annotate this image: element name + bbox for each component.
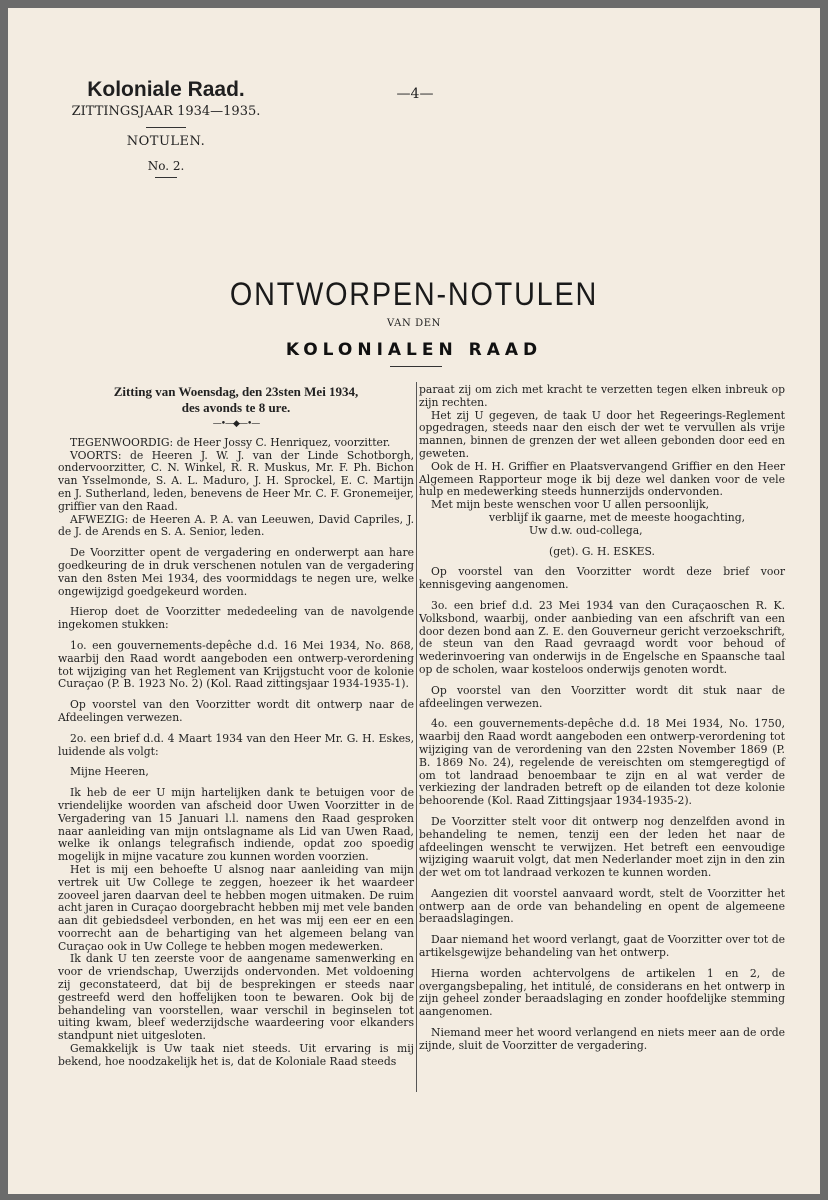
paragraph: Daar niemand het woord verlangt, gaat de Voorzitter over tot de artikelsgewijze behandeling van het ontwerp. <box>419 933 785 960</box>
issue-number: No. 2. <box>147 159 185 173</box>
page-title: ONTWORPEN-NOTULEN <box>229 276 599 312</box>
paragraph: Op voorstel van den Voorzitter wordt dit ontwerp naar de Afdeelingen verwezen. <box>58 698 414 724</box>
paragraph: Het zij U gegeven, de taak U door het Regeerings-Reglement opgedragen, steeds naar den eisch der wet te vervullen als vrije mannen, binnen de grenzen der wet alleen gebonden door eed en geweten. <box>419 408 785 460</box>
paragraph: Op voorstel van den Voorzitter wordt dit stuk naar de afdeelingen verwezen. <box>419 683 785 710</box>
closing-line: verblijf ik gaarne, met de meeste hoogachting, <box>489 510 746 524</box>
signature: (get). G. H. ESKES. <box>549 544 655 558</box>
session-heading <box>58 384 414 416</box>
paragraph: Ook de H. H. Griffier en Plaatsvervangend Griffier en den Heer Algemeen Rapporteur moge ik bij deze wel danken voor de vele hulp en medewerking steeds hunnerzijds ondervonden. <box>419 459 785 499</box>
paragraph: Aangezien dit voorstel aanvaard wordt, stelt de Voorzitter het ontwerp aan de orde van behandeling en opent de algemeene beraadslagingen. <box>419 886 785 926</box>
paragraph: VOORTS: de Heeren J. W. J. van der Linde Schotborgh, ondervoorzitter, C. N. Winkel, R. R. Muskus, Mr. F. Ph. Bichon van Ysselmonde, S. A. L. Maduro, J. H. Sprockel, E. C. Martijn en J. Sutherland, leden, benevens de Heer Mr. C. F. Gronemeijer, griffier van den Raad. <box>58 448 414 513</box>
paragraph: Ik dank U ten zeerste voor de aangename samenwerking en voor de vriendschap, Uwerzijds ondervonden. Met voldoening zij geconstateerd, dat bij de besprekingen er steeds naar gestreefd werd den hoffelijken toon te bewaren. Ook bij de behandeling van voorstellen, waar verschil in beginselen tot uiting kwam, bleef wederzijdsche waardeering voor elkanders standpunt niet uitgesloten. <box>58 952 414 1043</box>
paragraph: Op voorstel van den Voorzitter wordt deze brief voor kennisgeving aangenomen. <box>419 565 785 592</box>
paragraph: De Voorzitter opent de vergadering en onderwerpt aan hare goedkeuring de in druk verschenen notulen van de vergadering van den 8sten Mei 1934, des voormiddags te negen ure, welke ongewijzigd goedgekeurd worden. <box>58 546 414 598</box>
paragraph: De Voorzitter stelt voor dit ontwerp nog denzelfden avond in behandeling te nemen, tenzij een der leden het naar de afdeelingen wenscht te verwijzen. Het betreft een eenvoudige wijziging waaruit volgt, dat men Nederlander moet zijn in den zin der wet om tot landraad verkozen te kunnen worden. <box>419 814 785 880</box>
paragraph: Het is mij een behoefte U alsnog naar aanleiding van mijn vertrek uit Uw College te zeggen, hoezeer ik het waardeer zooveel jaren daarvan deel te hebben mogen uitmaken. De ruim acht jaren in Curaçao doorgebracht hebben mij met vele banden aan dit gebiedsdeel verbonden, en het was mij een eer en een voorrecht aan de behartiging van het algemeen belang van Curaçao ook in Uw College te hebben mogen medewerken. <box>58 862 414 953</box>
paragraph: Hierna worden achtervolgens de artikelen 1 en 2, de overgangsbepaling, het intitulé, de considerans en het ontwerp in zijn geheel zonder beraadslaging en zonder hoofdelijke stemming aangenomen. <box>419 966 785 1019</box>
closing-line: Uw d.w. oud-collega, <box>529 523 643 537</box>
paragraph: Niemand meer het woord verlangend en niets meer aan de orde zijnde, sluit de Voorzitter de vergadering. <box>419 1026 785 1052</box>
paragraph: 3o. een brief d.d. 23 Mei 1934 van den Curaçaoschen R. K. Volksbond, waarbij, onder aanbieding van een afschrift van een door dezen bond aan Z. E. den Gouverneur gericht verzoekschrift, de steun van den Raad gevraagd wordt voor behoud of wederinvoering van onderwijs in de Engelsche en Spaansche taal op de scholen, waar kosteloos onderwijs genoten wordt. <box>419 598 785 676</box>
paragraph: Hierop doet de Voorzitter mededeeling van de navolgende ingekomen stukken: <box>58 605 414 632</box>
paragraph: 1o. een gouvernements-depêche d.d. 16 Mei 1934, No. 868, waarbij den Raad wordt aangeboden een ontwerp-verordening tot wijziging van het Reglement van Krijgstucht voor de kolonie Curaçao (P. B. 1923 No. 2) (Kol. Raad zittingsjaar 1934-1935-1). <box>58 638 414 691</box>
right-column <box>419 384 785 1053</box>
column-divider <box>416 382 417 1092</box>
paragraph: Gemakkelijk is Uw taak niet steeds. Uit ervaring is mij bekend, hoe noodzakelijk het is, dat de Koloniale Raad steeds <box>58 1042 414 1068</box>
session-heading-line: des avonds te 8 ure. <box>181 400 291 415</box>
session-heading-line: Zitting van Woensdag, den 23sten Mei 1934, <box>113 384 359 399</box>
divider <box>155 177 177 178</box>
paragraph: Met mijn beste wenschen voor U allen persoonlijk, <box>431 498 710 512</box>
paragraph: AFWEZIG: de Heeren A. P. A. van Leeuwen, David Capriles, J. de J. de Arends en S. A. Senior, leden. <box>58 512 414 539</box>
title-connector: VAN DEN <box>387 318 441 329</box>
left-column <box>58 384 414 1069</box>
session-year: ZITTINGSJAAR 1934—1935. <box>71 104 261 119</box>
page-number: —4— <box>396 86 434 102</box>
paragraph: Mijne Heeren, <box>70 765 149 779</box>
paragraph: TEGENWOORDIG: de Heer Jossy C. Henriquez, voorzitter. <box>70 435 391 449</box>
notulen-label: NOTULEN. <box>126 134 206 149</box>
masthead <box>56 78 276 178</box>
page-subtitle: KOLONIALEN RAAD <box>285 340 543 360</box>
paragraph: 2o. een brief d.d. 4 Maart 1934 van den Heer Mr. G. H. Eskes, luidende als volgt: <box>58 731 414 758</box>
ornament: —•—◆—•— <box>212 419 260 429</box>
paragraph: 4o. een gouvernements-depêche d.d. 18 Mei 1934, No. 1750, waarbij den Raad wordt aangeboden een ontwerp-verordening tot wijziging van de verordening van den 22sten November 1869 (P. B. 1869 No. 24), regelende de vereischten om stemgeregtigd of om tot landraad benoembaar te zijn en al wat verder de verkiezing der landraden betreft op de eilanden tot deze kolonie behoorende (Kol. Raad Zittingsjaar 1934-1935-2). <box>419 717 785 808</box>
org-name: Koloniale Raad. <box>87 78 245 101</box>
paragraph: paraat zij om zich met kracht te verzetten tegen elken inbreuk op zijn rechten. <box>419 383 785 409</box>
divider <box>146 127 186 128</box>
paragraph: Ik heb de eer U mijn hartelijken dank te betuigen voor de vriendelijke woorden van afscheid door Uwen Voorzitter in de Vergadering van 15 Januari l.l. namens den Raad gesproken naar aanleiding van mijn ontslagname als Lid van Uwen Raad, welke ik onlangs telegrafisch indiende, opdat zoo spoedig mogelijk in mijne vacature zou kunnen worden voorzien. <box>58 786 414 864</box>
divider <box>390 366 442 367</box>
